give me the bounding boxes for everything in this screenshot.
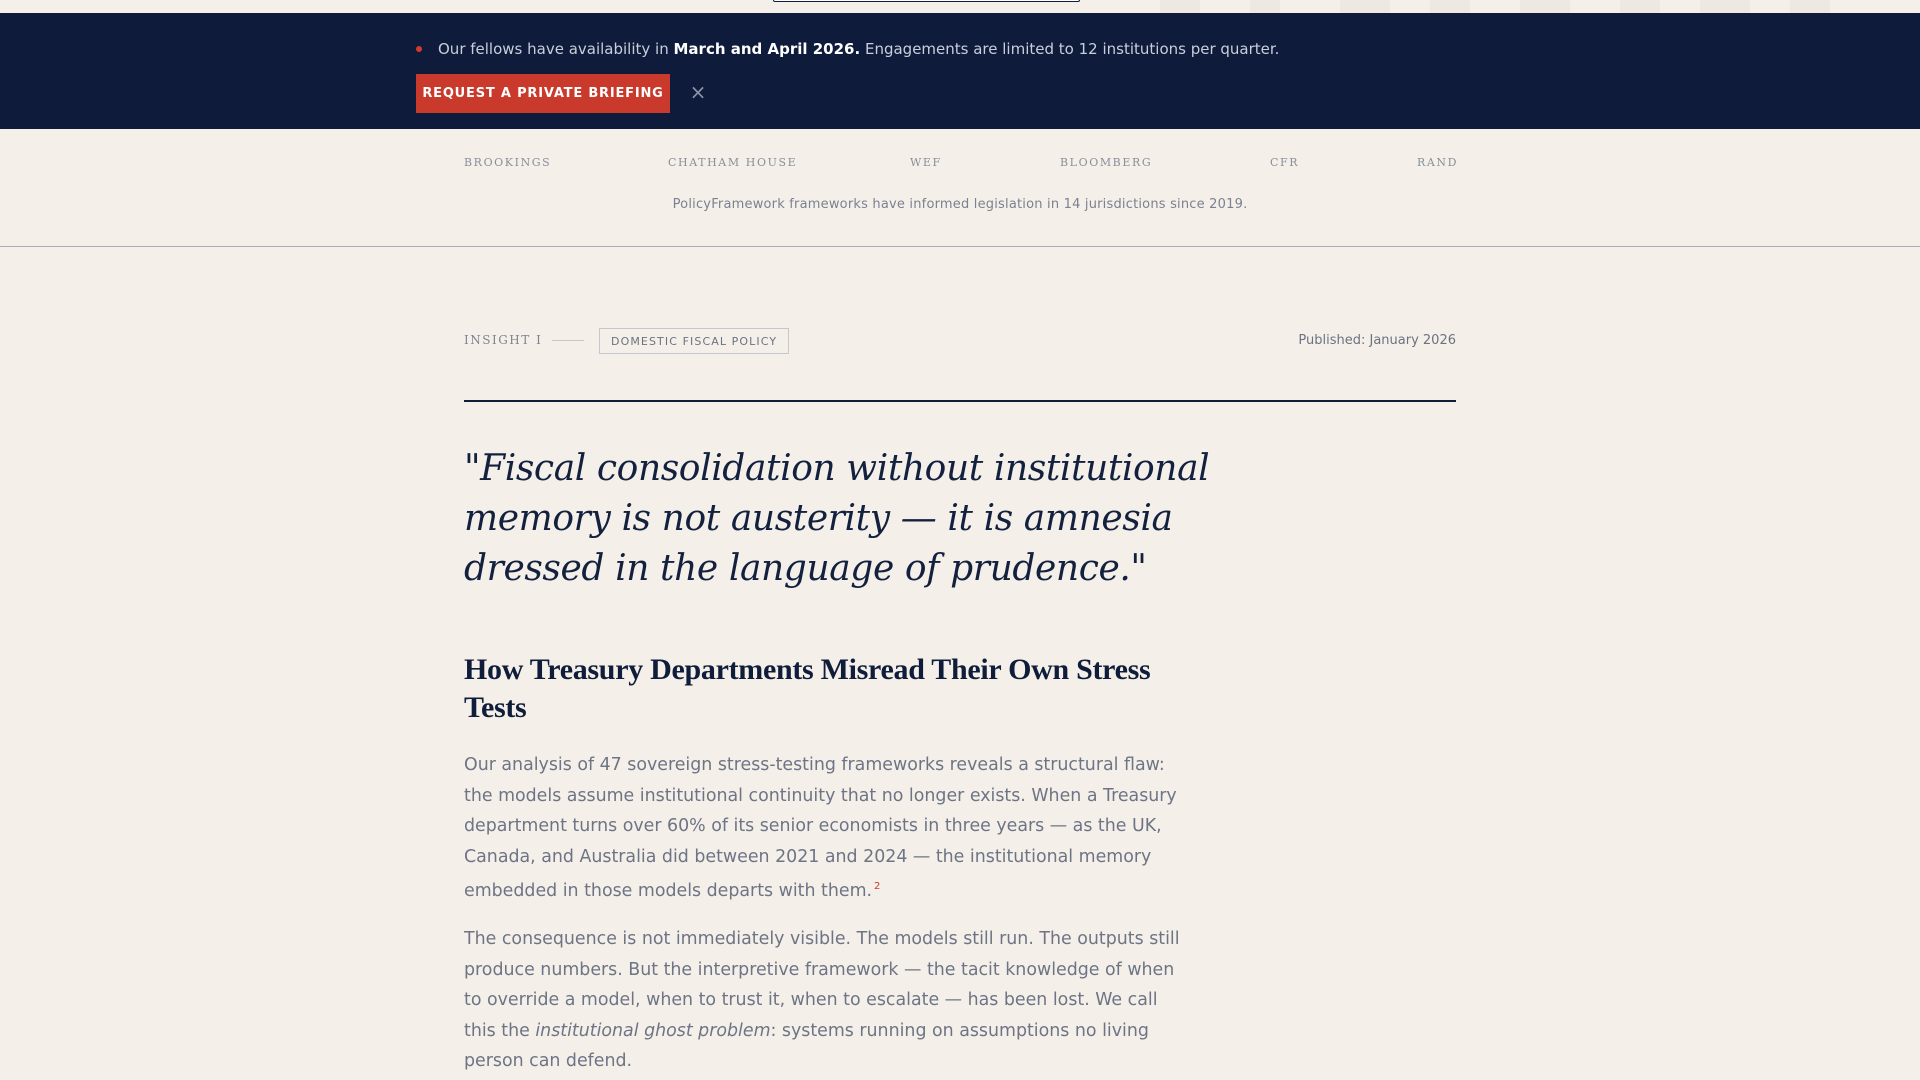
insight-label: INSIGHT I (464, 333, 543, 347)
paragraph-text: The consequence is not immediately visible. The models still run. The outputs still produce numbers. But the interpretive framework — the tacit knowledge of when to override a model, when to trust it, when to escalate — has been lost. We call this the (464, 929, 1180, 1041)
top-strip (0, 0, 1920, 14)
section-divider (464, 400, 1456, 402)
published-date: Published: January 2026 (1298, 333, 1456, 348)
article-paragraph (464, 924, 1182, 1077)
paragraph-text: : systems running on assumptions no living person can defend. (464, 1020, 1149, 1071)
partner-logos (0, 129, 1920, 247)
availability-message (416, 40, 1279, 58)
article-paragraph (464, 750, 1182, 907)
header-nav-stub[interactable] (773, 0, 1080, 2)
ghost-shape (1430, 0, 1470, 14)
topic-tag[interactable]: DOMESTIC FISCAL POLICY (599, 328, 789, 354)
ghost-shape (1340, 0, 1390, 14)
ghost-shape (1250, 0, 1280, 14)
article-meta (464, 328, 1456, 354)
availability-text-pre: Our fellows have availability in (438, 40, 669, 58)
request-briefing-button[interactable]: REQUEST A PRIVATE BRIEFING (416, 74, 670, 113)
close-icon[interactable]: × (689, 80, 707, 104)
ghost-shape (1700, 0, 1750, 14)
logo-wef: WEF (910, 156, 942, 169)
ghost-shape (1620, 0, 1660, 14)
logo-cfr: CFR (1270, 156, 1300, 169)
status-dot-icon (416, 46, 422, 52)
legislation-note: PolicyFramework frameworks have informed legislation in 14 jurisdictions since 2019. (672, 197, 1248, 212)
ghost-shape (1520, 0, 1570, 14)
availability-text-post: Engagements are limited to 12 institutions per quarter. (864, 40, 1280, 58)
availability-dates: March and April 2026. (673, 40, 861, 58)
footnote-link[interactable]: 2 (874, 881, 881, 892)
logo-chatham-house: CHATHAM HOUSE (668, 156, 798, 169)
article-heading: How Treasury Departments Misread Their Own Stress Tests (464, 653, 1151, 724)
pull-quote: "Fiscal consolidation without institutional memory is not austerity — it is amnesia dressed in the language of prudence." (464, 448, 1210, 589)
ghost-shape (1790, 0, 1830, 14)
logo-brookings: BROOKINGS (464, 156, 552, 169)
paragraph-text: Our analysis of 47 sovereign stress-testing frameworks reveals a structural flaw: the models assume institutional continuity that no longer exists. When a Treasury department turns over 60% of its senior economists in three years — as the UK, Canada, and Australia did between 2021 and 2024 — the institutional memory embedded in those models departs with them. (464, 755, 1177, 901)
logo-rand: RAND (1417, 156, 1459, 169)
availability-banner (0, 13, 1920, 129)
ghost-shape (1160, 0, 1200, 14)
meta-divider (552, 340, 584, 341)
emphasis-term: institutional ghost problem (535, 1020, 771, 1041)
logo-bloomberg: BLOOMBERG (1060, 156, 1153, 169)
